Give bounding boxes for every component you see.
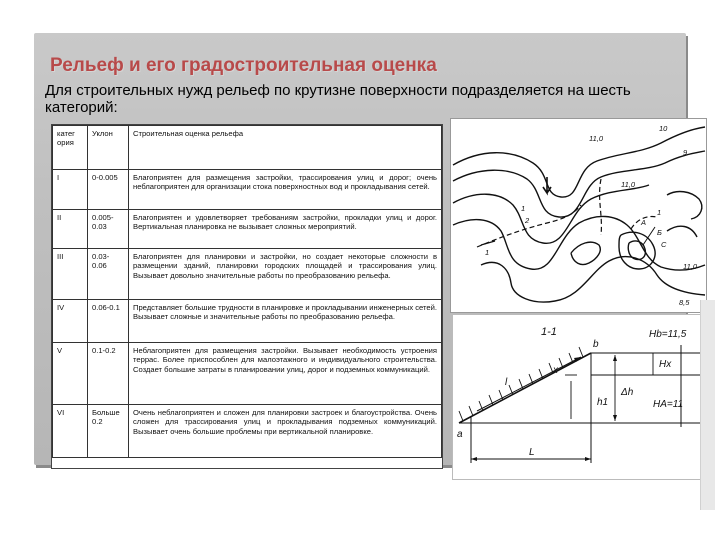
slide-title: Рельеф и его градостроительная оценка <box>50 55 437 76</box>
contour-lines <box>453 127 705 302</box>
cell-slope: 0.005-0.03 <box>88 210 129 249</box>
cell-category: VI <box>53 405 88 458</box>
profile-arrowheads <box>471 355 617 461</box>
map-label: 8,5 <box>679 298 690 307</box>
cell-slope: 0-0.005 <box>88 170 129 210</box>
header-assessment: Строительная оценка рельефа <box>129 126 442 170</box>
cell-assessment: Представляет большие трудности в планировке и прокладывании инженерных сетей. Вызывает сложные и значительные работы по преобразованию рельефа. <box>129 300 442 343</box>
l-top-label: l <box>505 377 508 388</box>
map-label: 11,0 <box>683 262 698 271</box>
cell-category: I <box>53 170 88 210</box>
cell-category: IV <box>53 300 88 343</box>
cell-category: V <box>53 343 88 405</box>
map-label: 10 <box>659 124 668 133</box>
map-label: 1 <box>485 248 490 257</box>
map-label: Б <box>657 228 662 237</box>
table-row <box>53 170 442 210</box>
cell-slope: 0.1-0.2 <box>88 343 129 405</box>
cell-assessment: Очень неблагоприятен и сложен для планировки застроек и благоустройства. Очень сложен для трассирования улиц и прокладывания подземных коммуникаций. Вызывает очень большие проблемы при вертикальной планировке. <box>129 405 442 458</box>
header-category: катег ория <box>53 126 88 170</box>
table-row <box>53 343 442 405</box>
map-label: 11,0 <box>621 180 636 189</box>
cell-assessment: Благоприятен и удовлетворяет требованиям застройки, прокладки улиц и дорог. Вертикальная планировка не вызывает сложных мероприятий. <box>129 210 442 249</box>
map-label: C <box>661 240 667 249</box>
category-table <box>52 125 442 458</box>
table-row <box>53 405 442 458</box>
relief-category-table <box>51 124 443 469</box>
table-row <box>53 210 442 249</box>
cell-category: III <box>53 249 88 300</box>
cell-slope: Больше 0.2 <box>88 405 129 458</box>
dh-label: Δh <box>621 387 634 398</box>
cell-slope: 0.03-0.06 <box>88 249 129 300</box>
x-label: x <box>553 365 558 376</box>
profile-section-figure <box>452 314 707 480</box>
section-label: 1-1 <box>541 326 557 338</box>
b-label: b <box>593 339 599 350</box>
map-label: 1 <box>657 208 662 217</box>
profile-labels <box>457 326 687 458</box>
map-label: 2 <box>525 216 530 225</box>
ha-label: HA=11 <box>653 399 684 410</box>
map-label: 9 <box>683 148 688 157</box>
contour-map-drawing <box>451 119 706 312</box>
hx-label: Hx <box>659 359 672 370</box>
h1-label: h1 <box>597 397 609 408</box>
table-row <box>53 300 442 343</box>
l-bottom-label: L <box>529 447 535 458</box>
cell-assessment: Благоприятен для размещения застройки, трассирования улиц и дорог; очень неблагоприятен для организации стока поверхностных вод и прокладывания сетей. <box>129 170 442 210</box>
side-scroll-edge <box>700 300 715 510</box>
contour-map-figure <box>450 118 707 313</box>
hb-label: Hb=11,5 <box>649 329 687 340</box>
header-slope: Уклон <box>88 126 129 170</box>
cell-assessment: Неблагоприятен для размещения застройки. Вызывает необходимость устроения террас. Более приспособлен для малоэтажного и индивидуального строительства. Создает большие затраты в планировании улиц, дорог и подземных коммуникаций. <box>129 343 442 405</box>
profile-drawing <box>453 315 706 479</box>
map-label: 11,0 <box>589 134 604 143</box>
cell-category: II <box>53 210 88 249</box>
table-header-row <box>53 126 442 170</box>
table-row <box>53 249 442 300</box>
cell-assessment: Благоприятен для планировки и застройки, но создает некоторые сложности в размещении зданий, планировки городских площадей и трассирования улиц. Вызывает довольно значительные работы по преобразованию рельефа. <box>129 249 442 300</box>
map-label: A <box>641 218 647 227</box>
map-labels <box>485 124 698 307</box>
a-label: a <box>457 429 463 440</box>
map-label: 1 <box>521 204 526 213</box>
cell-slope: 0.06-0.1 <box>88 300 129 343</box>
slide-subtitle: Для строительных нужд рельеф по крутизне поверхности подразделяется на шесть категорий: <box>45 82 631 116</box>
